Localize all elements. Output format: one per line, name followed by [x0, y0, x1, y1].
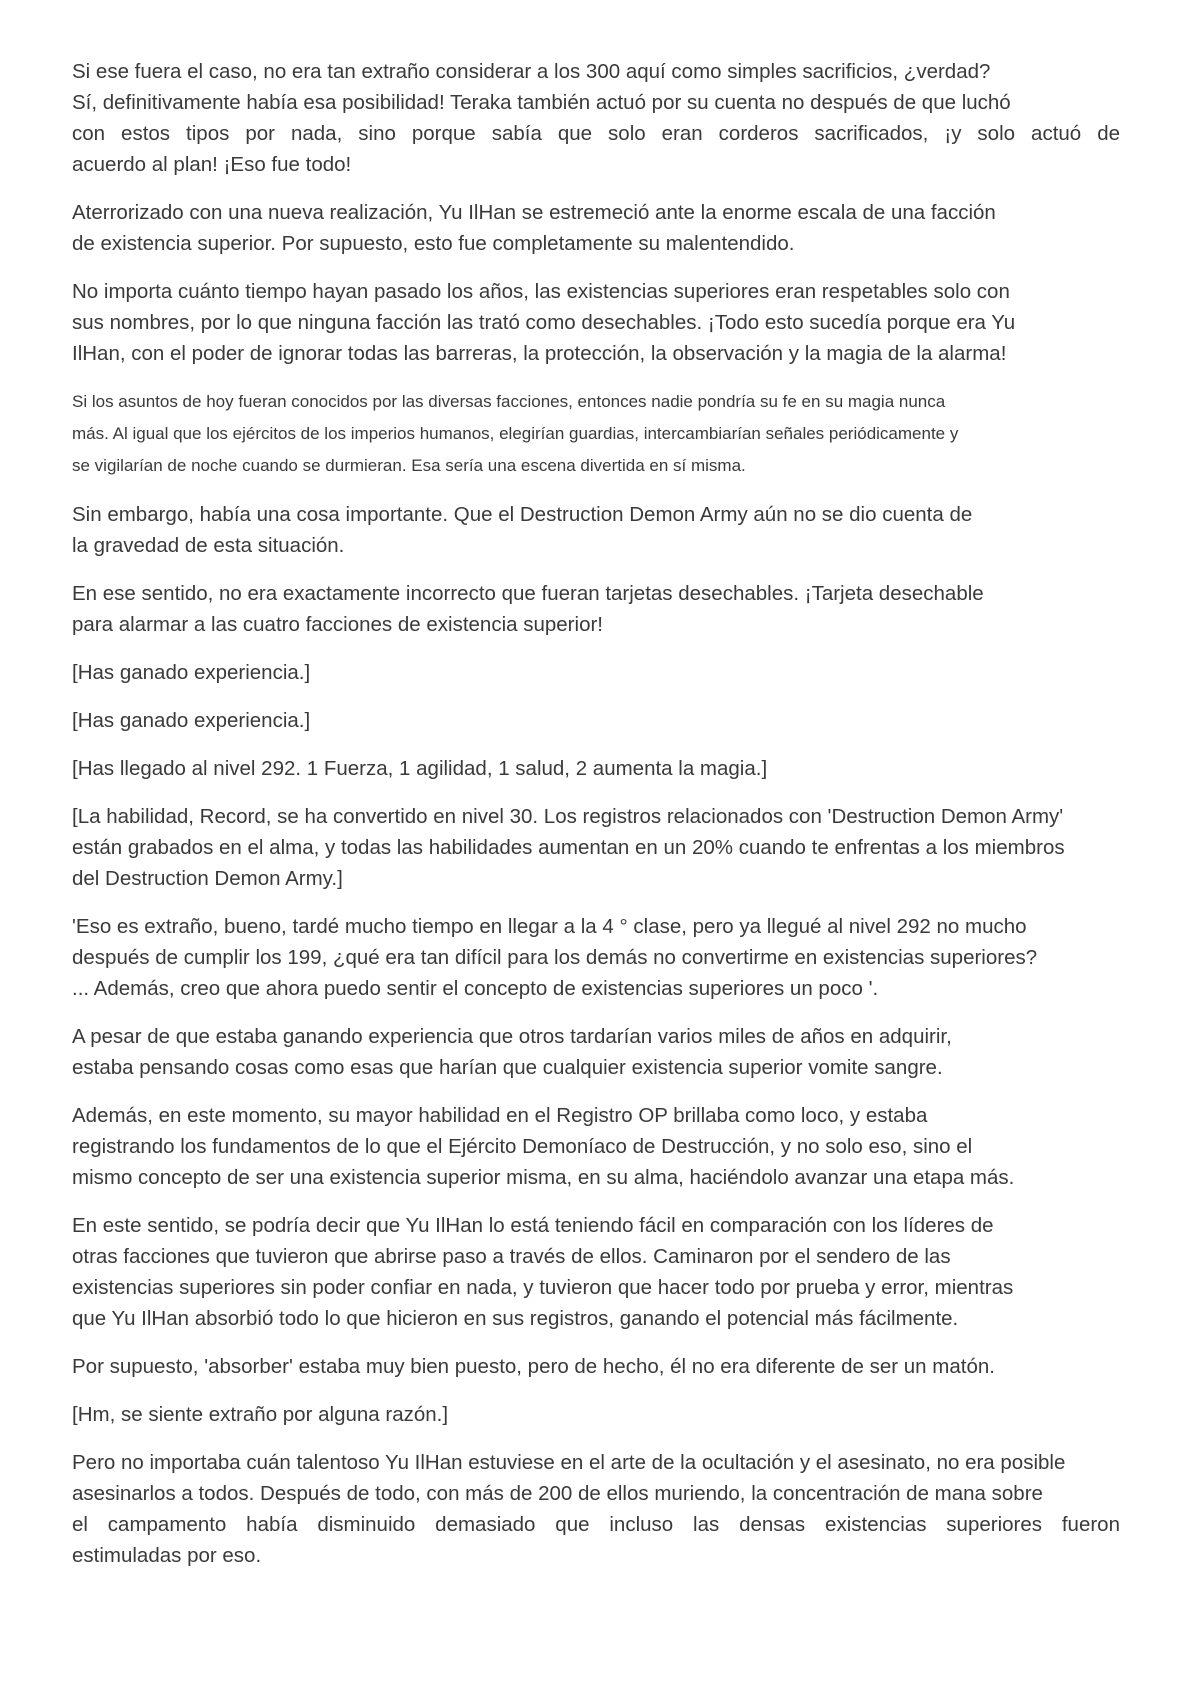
paragraph-14 — [72, 1210, 1120, 1334]
text-line: se vigilarían de noche cuando se durmieran. Esa sería una escena divertida en sí misma. — [72, 456, 746, 475]
paragraph-8 — [72, 705, 1120, 736]
text-line: la gravedad de esta situación. — [72, 534, 345, 557]
paragraph-2 — [72, 197, 1120, 259]
paragraph-7 — [72, 657, 1120, 688]
text-line: Pero no importaba cuán talentoso Yu IlHan estuviese en el arte de la ocultación y el asesinato, no era posible — [72, 1451, 1066, 1474]
text-line: mismo concepto de ser una existencia superior misma, en su alma, haciéndolo avanzar una etapa más. — [72, 1166, 1015, 1189]
text-line: Sí, definitivamente había esa posibilidad! Teraka también actuó por su cuenta no después de que luchó — [72, 91, 1011, 114]
text-line: estaba pensando cosas como esas que harían que cualquier existencia superior vomite sangre. — [72, 1056, 943, 1079]
text-line: Si los asuntos de hoy fueran conocidos por las diversas facciones, entonces nadie pondría su fe en su magia nunca — [72, 392, 946, 411]
text-line: están grabados en el alma, y todas las habilidades aumentan en un 20% cuando te enfrentas a los miembros — [72, 836, 1065, 859]
paragraph-6 — [72, 578, 1120, 640]
paragraph-16 — [72, 1399, 1120, 1430]
paragraph-10 — [72, 801, 1120, 894]
paragraph-5 — [72, 499, 1120, 561]
text-line: [La habilidad, Record, se ha convertido en nivel 30. Los registros relacionados con 'Destruction Demon Army' — [72, 805, 1064, 828]
text-line: el campamento había disminuido demasiado que incluso las densas existencias superiores fueron — [72, 1513, 1120, 1536]
text-line: otras facciones que tuvieron que abrirse paso a través de ellos. Caminaron por el sendero de las — [72, 1245, 951, 1268]
text-line: ... Además, creo que ahora puedo sentir el concepto de existencias superiores un poco '. — [72, 977, 879, 1000]
text-line: IlHan, con el poder de ignorar todas las barreras, la protección, la observación y la magia de la alarma! — [72, 342, 1007, 365]
text-line: En ese sentido, no era exactamente incorrecto que fueran tarjetas desechables. ¡Tarjeta desechable — [72, 582, 984, 605]
text-line: Sin embargo, había una cosa importante. Que el Destruction Demon Army aún no se dio cuenta de — [72, 503, 973, 526]
text-line: [Hm, se siente extraño por alguna razón.] — [72, 1403, 449, 1426]
text-line: sus nombres, por lo que ninguna facción las trató como desechables. ¡Todo esto sucedía porque era Yu — [72, 311, 1016, 334]
paragraph-3 — [72, 276, 1120, 369]
text-line: estimuladas por eso. — [72, 1544, 262, 1567]
paragraph-13 — [72, 1100, 1120, 1193]
text-line: Además, en este momento, su mayor habilidad en el Registro OP brillaba como loco, y estaba — [72, 1104, 928, 1127]
text-line: No importa cuánto tiempo hayan pasado los años, las existencias superiores eran respetables solo con — [72, 280, 1010, 303]
document-page — [72, 56, 1120, 1588]
text-line: acuerdo al plan! ¡Eso fue todo! — [72, 153, 352, 176]
text-line: asesinarlos a todos. Después de todo, con más de 200 de ellos muriendo, la concentración de mana sobre — [72, 1482, 1043, 1505]
text-line: de existencia superior. Por supuesto, esto fue completamente su malentendido. — [72, 232, 795, 255]
text-line: 'Eso es extraño, bueno, tardé mucho tiempo en llegar a la 4 ° clase, pero ya llegué al nivel 292 no mucho — [72, 915, 1027, 938]
text-line: registrando los fundamentos de lo que el Ejército Demoníaco de Destrucción, y no solo eso, sino el — [72, 1135, 973, 1158]
text-line: existencias superiores sin poder confiar en nada, y tuvieron que hacer todo por prueba y error, mientras — [72, 1276, 1014, 1299]
paragraph-11 — [72, 911, 1120, 1004]
paragraph-1 — [72, 56, 1120, 180]
text-line: para alarmar a las cuatro facciones de existencia superior! — [72, 613, 603, 636]
text-line: del Destruction Demon Army.] — [72, 867, 343, 890]
paragraph-12 — [72, 1021, 1120, 1083]
text-line: Por supuesto, 'absorber' estaba muy bien puesto, pero de hecho, él no era diferente de ser un matón. — [72, 1355, 995, 1378]
text-line: Si ese fuera el caso, no era tan extraño considerar a los 300 aquí como simples sacrificios, ¿verdad? — [72, 60, 991, 83]
text-line: A pesar de que estaba ganando experiencia que otros tardarían varios miles de años en adquirir, — [72, 1025, 952, 1048]
text-line: [Has ganado experiencia.] — [72, 661, 311, 684]
text-line: más. Al igual que los ejércitos de los imperios humanos, elegirían guardias, intercambiarían señales periódicamente y — [72, 424, 959, 443]
text-line: Aterrorizado con una nueva realización, Yu IlHan se estremeció ante la enorme escala de una facción — [72, 201, 996, 224]
text-line: En este sentido, se podría decir que Yu IlHan lo está teniendo fácil en comparación con los líderes de — [72, 1214, 994, 1237]
text-line: [Has llegado al nivel 292. 1 Fuerza, 1 agilidad, 1 salud, 2 aumenta la magia.] — [72, 757, 768, 780]
paragraph-9 — [72, 753, 1120, 784]
paragraph-4 — [72, 386, 1120, 482]
paragraph-15 — [72, 1351, 1120, 1382]
text-line: después de cumplir los 199, ¿qué era tan difícil para los demás no convertirme en existencias superiores? — [72, 946, 1038, 969]
text-line: con estos tipos por nada, sino porque sabía que solo eran corderos sacrificados, ¡y solo actuó de — [72, 122, 1120, 145]
text-line: que Yu IlHan absorbió todo lo que hicieron en sus registros, ganando el potencial más fácilmente. — [72, 1307, 959, 1330]
paragraph-17 — [72, 1447, 1120, 1571]
text-line: [Has ganado experiencia.] — [72, 709, 311, 732]
